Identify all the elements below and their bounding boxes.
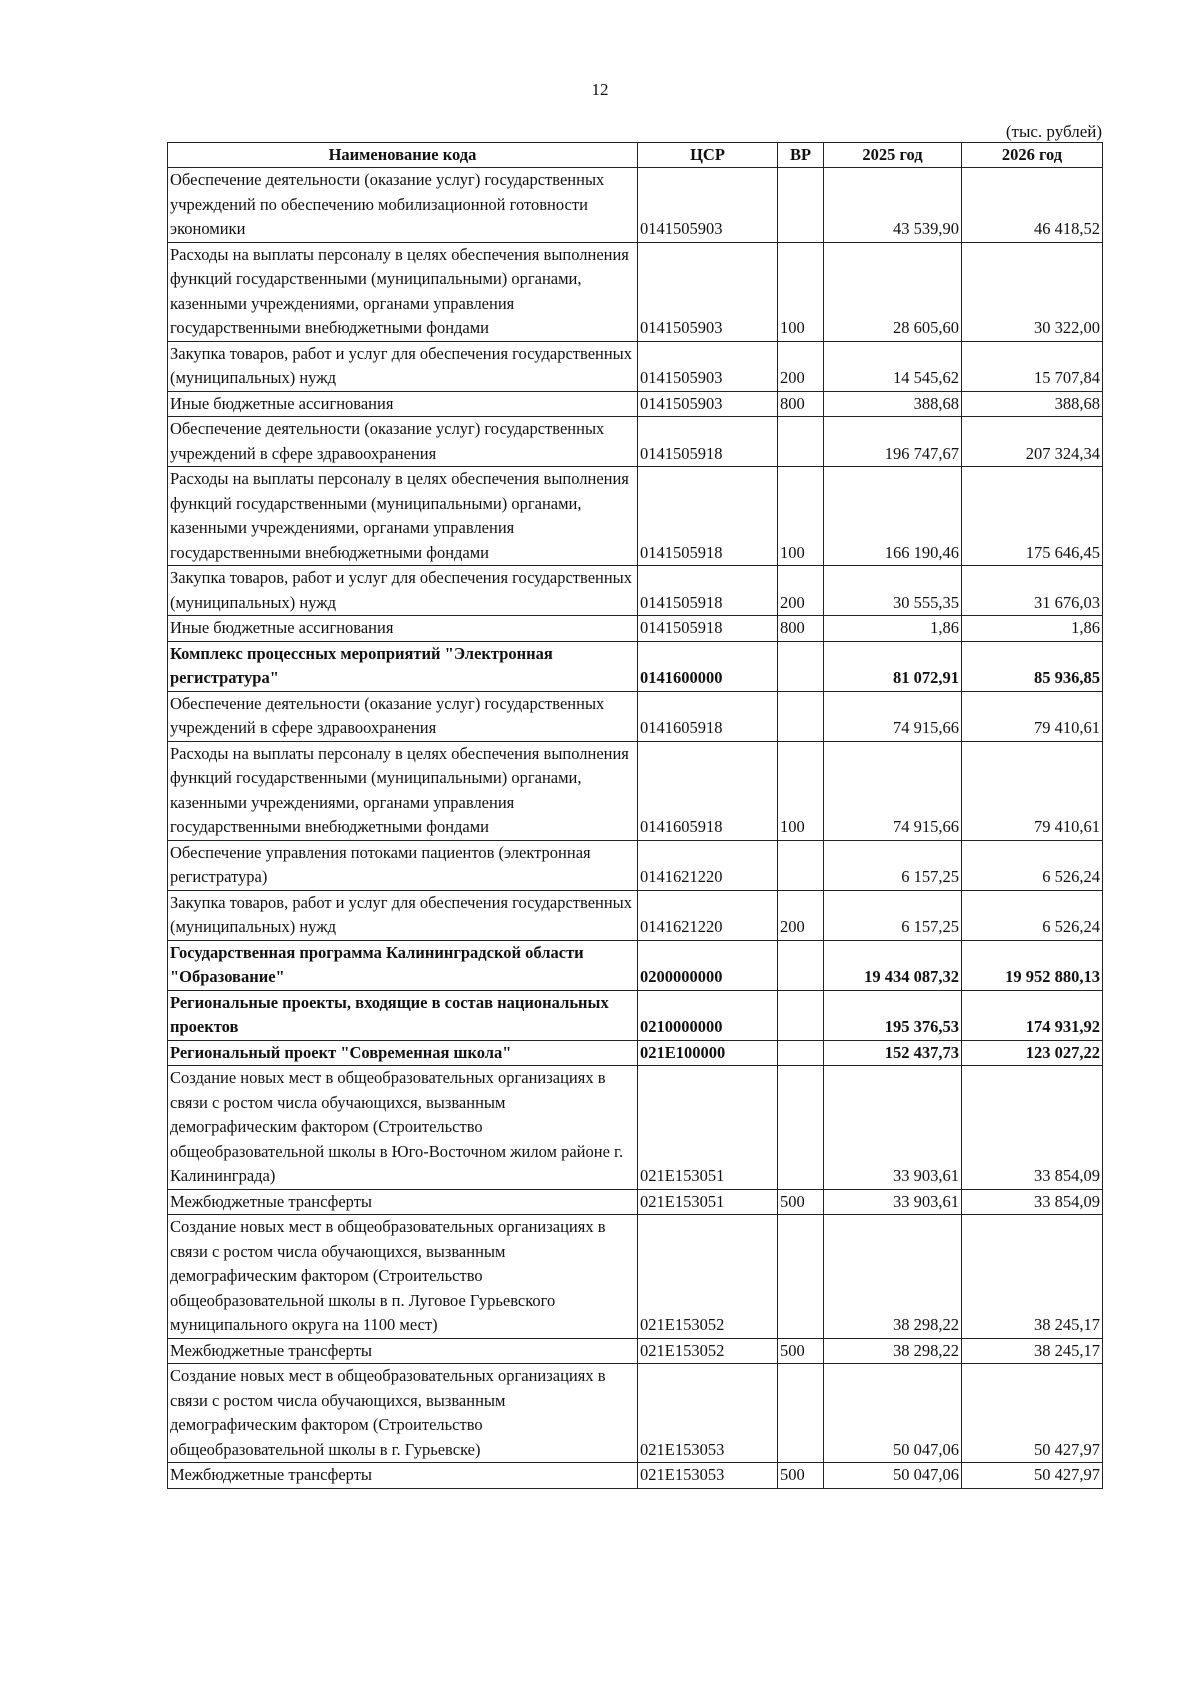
- cell-csr: 0210000000: [638, 990, 778, 1040]
- cell-y2026: 19 952 880,13: [962, 940, 1103, 990]
- cell-y2025: 388,68: [824, 391, 962, 417]
- cell-vr: 800: [778, 616, 824, 642]
- units-label: (тыс. рублей): [1005, 122, 1102, 141]
- cell-y2025: 1,86: [824, 616, 962, 642]
- cell-name: Иные бюджетные ассигнования: [168, 391, 638, 417]
- cell-csr: 0200000000: [638, 940, 778, 990]
- cell-y2026: 207 324,34: [962, 417, 1103, 467]
- cell-y2025: 33 903,61: [824, 1189, 962, 1215]
- cell-y2026: 31 676,03: [962, 566, 1103, 616]
- cell-vr: 100: [778, 467, 824, 566]
- cell-name: Создание новых мест в общеобразовательных организациях в связи с ростом числа обучающихся, вызванным демографическим фактором (Строительство общеобразовательной школы в г. Гурьевске): [168, 1364, 638, 1463]
- table-body: [168, 168, 1103, 1489]
- page-number: 12: [591, 80, 609, 99]
- cell-vr: [778, 1364, 824, 1463]
- cell-csr: 021E153052: [638, 1338, 778, 1364]
- cell-vr: [778, 1066, 824, 1190]
- table-row: [168, 1040, 1103, 1066]
- cell-name: Межбюджетные трансферты: [168, 1463, 638, 1489]
- cell-vr: [778, 691, 824, 741]
- table-row: [168, 1066, 1103, 1190]
- cell-y2025: 166 190,46: [824, 467, 962, 566]
- cell-vr: [778, 990, 824, 1040]
- table-row: [168, 616, 1103, 642]
- cell-vr: [778, 1215, 824, 1339]
- cell-y2026: 175 646,45: [962, 467, 1103, 566]
- cell-vr: [778, 641, 824, 691]
- cell-csr: 021E153053: [638, 1463, 778, 1489]
- cell-vr: 500: [778, 1338, 824, 1364]
- cell-vr: 100: [778, 242, 824, 341]
- cell-vr: 200: [778, 566, 824, 616]
- cell-vr: [778, 940, 824, 990]
- cell-name: Закупка товаров, работ и услуг для обеспечения государственных (муниципальных) нужд: [168, 566, 638, 616]
- cell-y2026: 174 931,92: [962, 990, 1103, 1040]
- cell-y2025: 28 605,60: [824, 242, 962, 341]
- cell-name: Расходы на выплаты персоналу в целях обеспечения выполнения функций государственными (муниципальными) органами, казенными учреждениями, органами управления государственными внебюджетными фондами: [168, 741, 638, 840]
- cell-y2026: 30 322,00: [962, 242, 1103, 341]
- cell-csr: 0141600000: [638, 641, 778, 691]
- cell-y2026: 79 410,61: [962, 691, 1103, 741]
- cell-y2026: 6 526,24: [962, 840, 1103, 890]
- cell-name: Обеспечение деятельности (оказание услуг) государственных учреждений в сфере здравоохранения: [168, 417, 638, 467]
- cell-name: Межбюджетные трансферты: [168, 1338, 638, 1364]
- cell-vr: 100: [778, 741, 824, 840]
- table-header-row: [168, 143, 1103, 168]
- cell-name: Создание новых мест в общеобразовательных организациях в связи с ростом числа обучающихся, вызванным демографическим фактором (Строительство общеобразовательной школы в Юго-Восточном жилом районе г. Калининграда): [168, 1066, 638, 1190]
- table-row: [168, 840, 1103, 890]
- cell-name: Расходы на выплаты персоналу в целях обеспечения выполнения функций государственными (муниципальными) органами, казенными учреждениями, органами управления государственными внебюджетными фондами: [168, 242, 638, 341]
- cell-name: Межбюджетные трансферты: [168, 1189, 638, 1215]
- cell-vr: [778, 417, 824, 467]
- cell-name: Государственная программа Калининградской области "Образование": [168, 940, 638, 990]
- cell-y2026: 123 027,22: [962, 1040, 1103, 1066]
- cell-name: Обеспечение управления потоками пациентов (электронная регистратура): [168, 840, 638, 890]
- table-row: [168, 566, 1103, 616]
- cell-name: Региональные проекты, входящие в состав национальных проектов: [168, 990, 638, 1040]
- table-row: [168, 1364, 1103, 1463]
- cell-vr: 200: [778, 341, 824, 391]
- cell-y2026: 79 410,61: [962, 741, 1103, 840]
- cell-csr: 021E153051: [638, 1189, 778, 1215]
- table-row: [168, 242, 1103, 341]
- cell-name: Создание новых мест в общеобразовательных организациях в связи с ростом числа обучающихся, вызванным демографическим фактором (Строительство общеобразовательной школы в п. Луговое Гурьевского муниципального округа на 1100 мест): [168, 1215, 638, 1339]
- cell-csr: 0141605918: [638, 741, 778, 840]
- table-row: [168, 168, 1103, 243]
- cell-y2025: 74 915,66: [824, 741, 962, 840]
- cell-vr: 500: [778, 1189, 824, 1215]
- cell-vr: 800: [778, 391, 824, 417]
- cell-y2025: 81 072,91: [824, 641, 962, 691]
- cell-y2026: 33 854,09: [962, 1189, 1103, 1215]
- table-row: [168, 1463, 1103, 1489]
- column-header-vr: ВР: [778, 143, 824, 168]
- cell-name: Обеспечение деятельности (оказание услуг) государственных учреждений в сфере здравоохранения: [168, 691, 638, 741]
- cell-vr: [778, 1040, 824, 1066]
- cell-name: Закупка товаров, работ и услуг для обеспечения государственных (муниципальных) нужд: [168, 890, 638, 940]
- cell-y2026: 50 427,97: [962, 1364, 1103, 1463]
- cell-csr: 021E153052: [638, 1215, 778, 1339]
- cell-name: Расходы на выплаты персоналу в целях обеспечения выполнения функций государственными (муниципальными) органами, казенными учреждениями, органами управления государственными внебюджетными фондами: [168, 467, 638, 566]
- cell-y2026: 1,86: [962, 616, 1103, 642]
- cell-y2025: 6 157,25: [824, 890, 962, 940]
- cell-csr: 021E153051: [638, 1066, 778, 1190]
- cell-csr: 0141621220: [638, 840, 778, 890]
- table-row: [168, 691, 1103, 741]
- cell-y2025: 19 434 087,32: [824, 940, 962, 990]
- cell-y2025: 6 157,25: [824, 840, 962, 890]
- cell-y2025: 43 539,90: [824, 168, 962, 243]
- cell-csr: 0141505903: [638, 391, 778, 417]
- cell-name: Комплекс процессных мероприятий "Электронная регистратура": [168, 641, 638, 691]
- table-row: [168, 1189, 1103, 1215]
- column-header-name: Наименование кода: [168, 143, 638, 168]
- cell-csr: 0141505918: [638, 467, 778, 566]
- column-header-2026: 2026 год: [962, 143, 1103, 168]
- table-row: [168, 1338, 1103, 1364]
- table-row: [168, 391, 1103, 417]
- cell-y2025: 14 545,62: [824, 341, 962, 391]
- column-header-csr: ЦСР: [638, 143, 778, 168]
- cell-csr: 0141505903: [638, 242, 778, 341]
- table-row: [168, 741, 1103, 840]
- cell-vr: 200: [778, 890, 824, 940]
- cell-csr: 0141605918: [638, 691, 778, 741]
- cell-y2025: 195 376,53: [824, 990, 962, 1040]
- cell-csr: 0141621220: [638, 890, 778, 940]
- cell-name: Региональный проект "Современная школа": [168, 1040, 638, 1066]
- cell-y2025: 33 903,61: [824, 1066, 962, 1190]
- cell-y2026: 50 427,97: [962, 1463, 1103, 1489]
- table-row: [168, 940, 1103, 990]
- table-row: [168, 890, 1103, 940]
- cell-name: Закупка товаров, работ и услуг для обеспечения государственных (муниципальных) нужд: [168, 341, 638, 391]
- cell-vr: 500: [778, 1463, 824, 1489]
- cell-vr: [778, 168, 824, 243]
- cell-y2025: 38 298,22: [824, 1338, 962, 1364]
- cell-name: Иные бюджетные ассигнования: [168, 616, 638, 642]
- cell-csr: 0141505903: [638, 341, 778, 391]
- cell-y2025: 30 555,35: [824, 566, 962, 616]
- cell-csr: 0141505903: [638, 168, 778, 243]
- cell-y2025: 38 298,22: [824, 1215, 962, 1339]
- table-row: [168, 417, 1103, 467]
- cell-y2026: 46 418,52: [962, 168, 1103, 243]
- cell-csr: 021E100000: [638, 1040, 778, 1066]
- cell-y2026: 388,68: [962, 391, 1103, 417]
- table-row: [168, 990, 1103, 1040]
- cell-y2025: 50 047,06: [824, 1463, 962, 1489]
- cell-y2025: 50 047,06: [824, 1364, 962, 1463]
- cell-y2026: 33 854,09: [962, 1066, 1103, 1190]
- cell-vr: [778, 840, 824, 890]
- table-row: [168, 467, 1103, 566]
- cell-y2026: 6 526,24: [962, 890, 1103, 940]
- cell-y2026: 38 245,17: [962, 1215, 1103, 1339]
- cell-name: Обеспечение деятельности (оказание услуг) государственных учреждений по обеспечению мобилизационной готовности экономики: [168, 168, 638, 243]
- cell-y2025: 196 747,67: [824, 417, 962, 467]
- cell-y2026: 85 936,85: [962, 641, 1103, 691]
- cell-y2025: 74 915,66: [824, 691, 962, 741]
- table-row: [168, 341, 1103, 391]
- column-header-2025: 2025 год: [824, 143, 962, 168]
- cell-y2026: 15 707,84: [962, 341, 1103, 391]
- cell-csr: 0141505918: [638, 616, 778, 642]
- budget-table: [167, 142, 1103, 1489]
- cell-csr: 0141505918: [638, 417, 778, 467]
- table-row: [168, 1215, 1103, 1339]
- table-row: [168, 641, 1103, 691]
- cell-csr: 0141505918: [638, 566, 778, 616]
- cell-y2026: 38 245,17: [962, 1338, 1103, 1364]
- cell-y2025: 152 437,73: [824, 1040, 962, 1066]
- cell-csr: 021E153053: [638, 1364, 778, 1463]
